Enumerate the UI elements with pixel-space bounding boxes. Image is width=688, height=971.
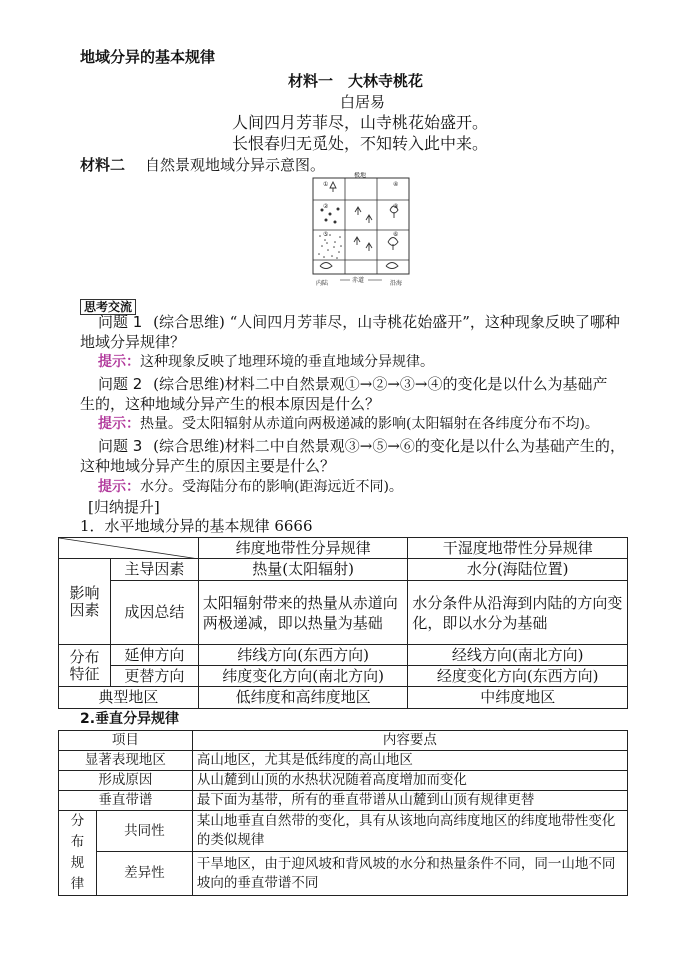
table1-main-factor: 主导因素 <box>110 559 198 581</box>
figure-label-coast: 沿海 <box>390 280 403 287</box>
vertical-rules-table <box>58 730 628 896</box>
answer-2-text: 热量。受太阳辐射从赤道向两极递减的影响(太阳辐射在各纬度分布不均)。 <box>140 416 599 432</box>
table2-header-item: 项目 <box>59 731 193 751</box>
table2-item-0: 显著表现地区 <box>59 751 193 771</box>
question-1-label: 问题 1 <box>98 313 143 331</box>
hint-label-3: 提示： <box>98 479 140 495</box>
poem-line-2: 长恨春归无觅处，不知转入此中来。 <box>232 134 489 153</box>
question-3-line1 <box>80 437 625 456</box>
table2-item-2: 垂直带谱 <box>59 791 193 811</box>
table1-row-factor: 影响因素 <box>59 559 111 645</box>
section1-heading: 1．水平地域分异的基本规律 6666 <box>80 517 313 535</box>
table1-corner-cell <box>59 538 199 559</box>
table1-header-dry: 干湿度地带性分异规律 <box>408 538 628 559</box>
answer-1-text: 这种现象反映了地理环境的垂直地域分异规律。 <box>140 354 434 370</box>
table1-dry-main: 水分(海陆位置) <box>408 559 628 581</box>
cell-num-6: ⑥ <box>393 231 399 238</box>
table1-extend: 延伸方向 <box>110 645 198 666</box>
cell-num-1: ① <box>323 181 329 188</box>
table1-typical: 典型地区 <box>59 687 199 709</box>
question-3-line2: 这种地域分异产生的原因主要是什么？ <box>80 457 336 475</box>
table2-item-1: 形成原因 <box>59 771 193 791</box>
table1-dry-extend: 经线方向(南北方向) <box>408 645 628 666</box>
table1-row-dist: 分布特征 <box>59 645 111 687</box>
table1-dry-replace: 经度变化方向(东西方向) <box>408 666 628 687</box>
answer-3 <box>80 479 403 496</box>
material2-text: 自然景观地域分异示意图。 <box>145 156 326 174</box>
cell-num-4: ④ <box>393 181 399 188</box>
cell-num-2: ② <box>323 203 329 210</box>
poem-author: 白居易 <box>340 93 386 111</box>
table2-content-1: 从山麓到山顶的水热状况随着高度增加而变化 <box>192 771 627 791</box>
table1-dry-cause: 水分条件从沿海到内陆的方向变化，即以水分为基础 <box>408 581 628 645</box>
table2-diff: 差异性 <box>96 852 192 896</box>
answer-3-text: 水分。受海陆分布的影响(距海远近不同)。 <box>140 479 403 495</box>
landscape-diagram-svg <box>310 172 416 290</box>
table2-header-content: 内容要点 <box>192 731 627 751</box>
table1-header-lat: 纬度地带性分异规律 <box>198 538 408 559</box>
table1-lat-replace: 纬度变化方向(南北方向) <box>198 666 408 687</box>
table1-replace: 更替方向 <box>110 666 198 687</box>
figure-label-equator: 赤道 <box>352 277 365 284</box>
question-2-label: 问题 2 <box>98 375 143 393</box>
summary-tag: [归纳提升] <box>88 498 160 516</box>
table2-content-0: 高山地区，尤其是低纬度的高山地区 <box>192 751 627 771</box>
table1-lat-main: 热量(太阳辐射) <box>198 559 408 581</box>
question-1-line1 <box>80 313 620 332</box>
hint-label-2: 提示： <box>98 416 140 432</box>
table1-cause: 成因总结 <box>110 581 198 645</box>
question-3-label: 问题 3 <box>98 437 143 455</box>
landscape-diagram <box>310 172 416 290</box>
figure-label-inland: 内陆 <box>316 280 329 287</box>
thinking-tag-label: 思考交流 <box>80 299 136 315</box>
question-1-line2: 地域分异规律？ <box>80 333 186 351</box>
table2-common-content: 某山地垂直自然带的变化，具有从该地向高纬度地区的纬度地带性变化的类似规律 <box>192 811 627 852</box>
page-title: 地域分异的基本规律 <box>80 48 216 66</box>
section2-heading: 2.垂直分异规律 <box>80 711 180 727</box>
cell-num-3: ③ <box>393 203 399 210</box>
cell-num-5: ⑤ <box>323 231 329 238</box>
hint-label-1: 提示： <box>98 354 140 370</box>
question-1-text: (综合思维) “人间四月芳菲尽，山寺桃花始盛开”，这种现象反映了哪种 <box>153 313 620 331</box>
figure-top-label: 极地 <box>354 172 367 179</box>
table2-diff-content: 干旱地区，由于迎风坡和背风坡的水分和热量条件不同，同一山地不同坡向的垂直带谱不同 <box>192 852 627 896</box>
table2-content-2: 最下面为基带，所有的垂直带谱从山麓到山顶有规律更替 <box>192 791 627 811</box>
table1-dry-typical: 中纬度地区 <box>408 687 628 709</box>
answer-1 <box>98 354 434 371</box>
material2-label: 材料二 <box>80 156 126 174</box>
table1-lat-typical: 低纬度和高纬度地区 <box>198 687 408 709</box>
poem-line-1: 人间四月芳菲尽，山寺桃花始盛开。 <box>232 113 489 132</box>
table2-common: 共同性 <box>96 811 192 852</box>
question-3-text: (综合思维)材料二中自然景观③→⑤→⑥的变化是以什么为基础产生的， <box>153 437 625 455</box>
table1-lat-cause: 太阳辐射带来的热量从赤道向两极递减，即以热量为基础 <box>198 581 408 645</box>
material1-heading: 材料一 大林寺桃花 <box>288 72 424 90</box>
answer-2 <box>80 416 599 433</box>
question-2-line2: 生的，这种地域分异产生的根本原因是什么？ <box>80 395 381 413</box>
horizontal-rules-table <box>58 537 628 709</box>
question-2-line1 <box>80 375 608 394</box>
table1-corner-slash <box>59 538 199 559</box>
table2-dist-label: 分布规律 <box>59 811 97 896</box>
table1-lat-extend: 纬线方向(东西方向) <box>198 645 408 666</box>
question-2-text: (综合思维)材料二中自然景观①→②→③→④的变化是以什么为基础产 <box>153 375 608 393</box>
